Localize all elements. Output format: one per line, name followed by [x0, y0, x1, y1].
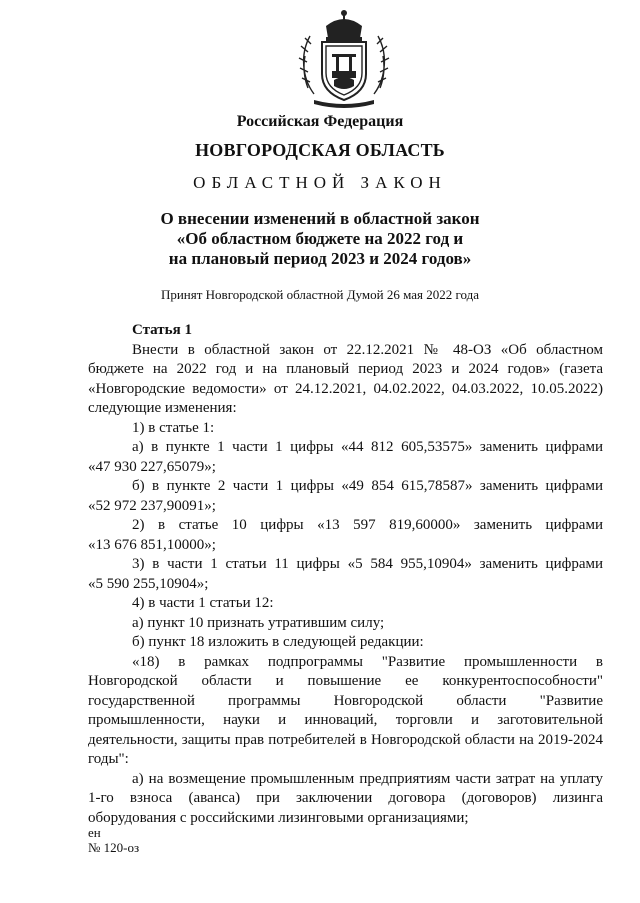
list-item-first-line: 2) в статье 10 цифры «13 597 819,60000» заменить цифрами — [132, 517, 603, 533]
law-title-line: на плановый период 2023 и 2024 годов» — [168, 249, 472, 268]
adoption-note: Принят Новгородской областной Думой 26 мая 2022 года — [160, 287, 480, 302]
list-item-first-line: 3) в части 1 статьи 11 цифры «5 584 955,10904» заменить цифрами — [132, 556, 603, 572]
document-footer — [88, 825, 139, 855]
list-item-continuation: «47 930 227,65079»; — [88, 458, 216, 475]
law-title-line: «Об областном бюджете на 2022 год и — [176, 229, 464, 248]
list-item: 4) в части 1 статьи 12: — [132, 595, 274, 611]
article-intro: Внести в областной закон от 22.12.2021 № 48-ОЗ «Об областном бюджете на 2022 год и на плановый период 2023 и 2024 годов» (газета «Новгородские ведомости» от 24.12.2021, 04.02.2022, 04.03.2022, 10.05.2022) следующие изменения: — [88, 341, 603, 416]
sub-item-paragraph: а) на возмещение промышленным предприятиям части затрат на уплату 1-го взноса (аванса) при заключении договора (договоров) лизинга оборудования с российскими лизинговыми организациями; — [88, 770, 603, 826]
list-item-first-line: б) в пункте 2 части 1 цифры «49 854 615,78587» заменить цифрами — [132, 478, 603, 494]
law-title-line: О внесении изменений в областной закон — [160, 209, 480, 228]
list-item — [88, 516, 603, 555]
list-item: 1) в статье 1: — [132, 419, 215, 436]
footer-initials: ен — [88, 825, 101, 840]
list-item: а) пункт 10 признать утратившим силу; — [132, 614, 385, 631]
article-body — [88, 321, 603, 828]
list-item-first-line: а) в пункте 1 части 1 цифры «44 812 605,53575» заменить цифрами — [132, 439, 603, 455]
article-heading: Статья 1 — [132, 322, 192, 338]
list-item — [88, 438, 603, 477]
quoted-paragraph: «18) в рамках подпрограммы "Развитие промышленности в Новгородской области и повышение ее конкурентоспособности" государственной программы Новгородской области "Развитие промышленности, науки и инноваций, торговли и заготовительной деятельности, защиты прав потребителей в Новгородской области на 2019-2024 годы": — [88, 653, 603, 767]
list-item-continuation: «52 972 237,90091»; — [88, 497, 216, 514]
list-item-continuation: «5 590 255,10904»; — [88, 575, 209, 592]
country-heading: Российская Федерация — [236, 113, 404, 130]
document-number: № 120-оз — [88, 840, 140, 855]
law-type-heading: ОБЛАСТНОЙ ЗАКОН — [193, 173, 447, 192]
list-item: б) пункт 18 изложить в следующей редакции: — [132, 634, 424, 650]
list-item — [88, 555, 603, 594]
list-item-continuation: «13 676 851,10000»; — [88, 536, 216, 553]
region-heading: НОВГОРОДСКАЯ ОБЛАСТЬ — [195, 140, 445, 160]
coat-of-arms-emblem — [296, 8, 392, 108]
list-item — [88, 477, 603, 516]
law-title — [0, 209, 640, 269]
